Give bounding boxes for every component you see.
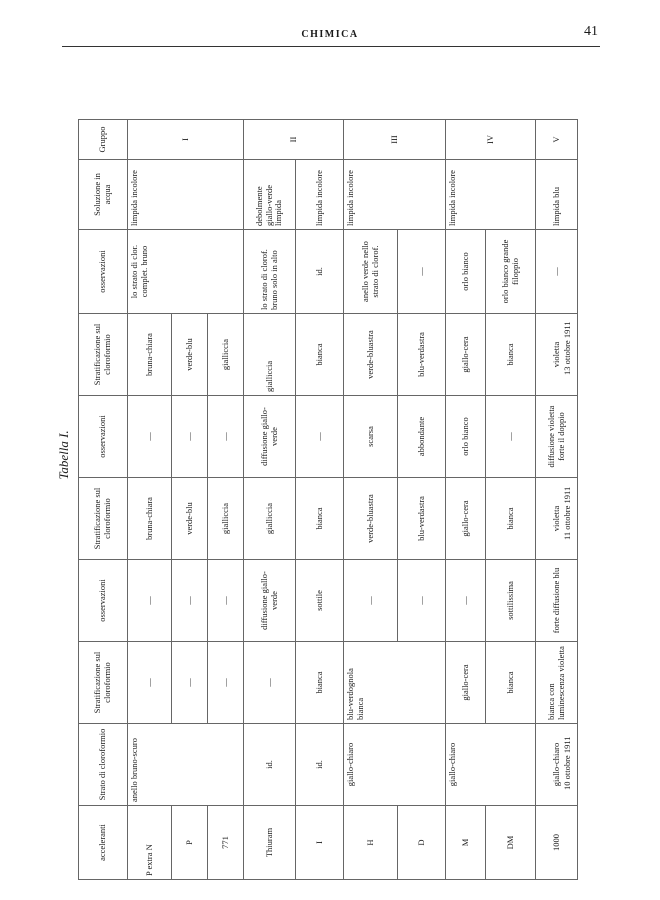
table-cell: — xyxy=(172,560,208,642)
table-cell: limpida incolore xyxy=(128,160,244,230)
column-header: acceleranti xyxy=(79,806,128,880)
table-cell: blu-verdastra xyxy=(398,314,446,396)
table-cell: violetta xyxy=(536,314,578,396)
table-cell: giallo-chiaro xyxy=(446,724,536,806)
table-cell: orlo bianco xyxy=(446,396,486,478)
table-cell: — xyxy=(208,396,244,478)
accelerant-cell: P xyxy=(172,806,208,880)
accelerant-cell: P extra N xyxy=(128,806,172,880)
table-cell: bianca xyxy=(296,642,344,724)
table-cell: bianca xyxy=(486,642,536,724)
table-cell: verde-bluastra xyxy=(344,314,398,396)
column-header: Stratificazione sul cloroformio xyxy=(79,478,128,560)
column-header: Stratificazione sul cloroformio xyxy=(79,642,128,724)
table-row xyxy=(344,120,398,880)
table-cell: — xyxy=(344,560,398,642)
column-header: Strato di cloroformio xyxy=(79,724,128,806)
table-cell: giallo-chiaro xyxy=(344,724,446,806)
accelerant-cell: M xyxy=(446,806,486,880)
table-cell: bianca xyxy=(486,478,536,560)
page-header-title: CHIMICA xyxy=(301,29,359,40)
table-cell: abbondante xyxy=(398,396,446,478)
page-number: 41 xyxy=(584,24,598,39)
data-table xyxy=(78,119,578,880)
table-cell: — xyxy=(398,560,446,642)
table-header-row xyxy=(79,120,128,880)
table-row xyxy=(446,120,486,880)
date-label: 10 ottobre 1911 xyxy=(562,736,572,790)
column-header: Gruppo xyxy=(79,120,128,160)
table-cell: — xyxy=(398,230,446,314)
table-cell: giallo-cera xyxy=(446,478,486,560)
table-cell: scarsa xyxy=(344,396,398,478)
group-cell: II xyxy=(244,120,344,160)
group-cell: V xyxy=(536,120,578,160)
table-cell: anello bruno-scuro xyxy=(128,724,244,806)
table-cell: — xyxy=(128,396,172,478)
table-cell: id. xyxy=(244,724,296,806)
accelerant-cell: I xyxy=(296,806,344,880)
group-cell: IV xyxy=(446,120,536,160)
table-row xyxy=(296,120,344,880)
table-cell: — xyxy=(128,642,172,724)
column-header: osservazioni xyxy=(79,396,128,478)
table-cell: diffusione violetta forte il doppio xyxy=(536,396,578,478)
table-cell: orlo bianco grande filoppio xyxy=(486,230,536,314)
table-cell: — xyxy=(172,642,208,724)
table-cell: lo strato di clor. complet. bruno xyxy=(128,230,244,314)
table-cell: gialliccia xyxy=(208,314,244,396)
table-cell: giallo-cera xyxy=(446,314,486,396)
table-cell: lo strato di clorof. bruno solo in alto xyxy=(244,230,296,314)
group-cell: III xyxy=(344,120,446,160)
date-label: 13 ottobre 1911 xyxy=(562,321,572,375)
table-cell: — xyxy=(486,396,536,478)
table-cell: limpida incolore xyxy=(446,160,536,230)
table-cell: verde-bluastra xyxy=(344,478,398,560)
column-header: Stratificazione sul cloroformio xyxy=(79,314,128,396)
table-cell: verde-blu xyxy=(172,478,208,560)
table-cell: violetta xyxy=(536,478,578,560)
table-cell: — xyxy=(244,642,296,724)
table-cell: bruna-chiara xyxy=(128,314,172,396)
accelerant-cell: D xyxy=(398,806,446,880)
table-cell: giallo-cera xyxy=(446,642,486,724)
accelerant-cell: DM xyxy=(486,806,536,880)
table-row xyxy=(128,120,172,880)
table-cell: orlo bianco xyxy=(446,230,486,314)
table-cell: blu-verdognola bianca xyxy=(344,642,446,724)
table-caption: Tabella I. xyxy=(56,430,71,480)
table-cell: bianca xyxy=(486,314,536,396)
table-cell: bianca con luminescenza violetta xyxy=(536,642,578,724)
table-cell: bruna-chiara xyxy=(128,478,172,560)
date-label: 11 ottobre 1911 xyxy=(562,486,572,540)
table-cell: gialliccia xyxy=(208,478,244,560)
table-cell: giallo-chiaro xyxy=(536,724,578,806)
table-cell: limpida incolore xyxy=(296,160,344,230)
table-cell: — xyxy=(536,230,578,314)
table-cell: — xyxy=(296,396,344,478)
table-cell: verde-blu xyxy=(172,314,208,396)
accelerant-cell: H xyxy=(344,806,398,880)
table-cell: id. xyxy=(296,230,344,314)
dates-row xyxy=(556,120,580,880)
table-cell: sottilissima xyxy=(486,560,536,642)
table-cell: limpida blu xyxy=(536,160,578,230)
table-cell: anello verde nello strato di clorof. xyxy=(344,230,398,314)
table-cell: blu-verdastra xyxy=(398,478,446,560)
table-row xyxy=(244,120,296,880)
table-cell: bianca xyxy=(296,478,344,560)
table-cell: bianca xyxy=(296,314,344,396)
table-cell: — xyxy=(208,642,244,724)
group-cell: I xyxy=(128,120,244,160)
table-cell: debolmente giallo-verde limpida xyxy=(244,160,296,230)
table-cell: diffusione giallo-verde xyxy=(244,560,296,642)
table-cell: — xyxy=(208,560,244,642)
rotated-table-container xyxy=(78,80,588,880)
column-header: Soluzione in acqua xyxy=(79,160,128,230)
table-cell: — xyxy=(128,560,172,642)
table-cell: id. xyxy=(296,724,344,806)
table-cell: forte diffusione blu xyxy=(536,560,578,642)
accelerant-cell: 771 xyxy=(208,806,244,880)
table-cell: sottile xyxy=(296,560,344,642)
table-cell: limpida incolore xyxy=(344,160,446,230)
table-cell: — xyxy=(172,396,208,478)
table-cell: gialliccia xyxy=(244,478,296,560)
table-cell: gialliccia xyxy=(244,314,296,396)
accelerant-cell: 1000 xyxy=(536,806,578,880)
accelerant-cell: Thiuram xyxy=(244,806,296,880)
column-header: osservazioni xyxy=(79,560,128,642)
table-cell: diffusione giallo-verde xyxy=(244,396,296,478)
table-cell: — xyxy=(446,560,486,642)
column-header: osservazioni xyxy=(79,230,128,314)
header-rule xyxy=(62,46,600,47)
